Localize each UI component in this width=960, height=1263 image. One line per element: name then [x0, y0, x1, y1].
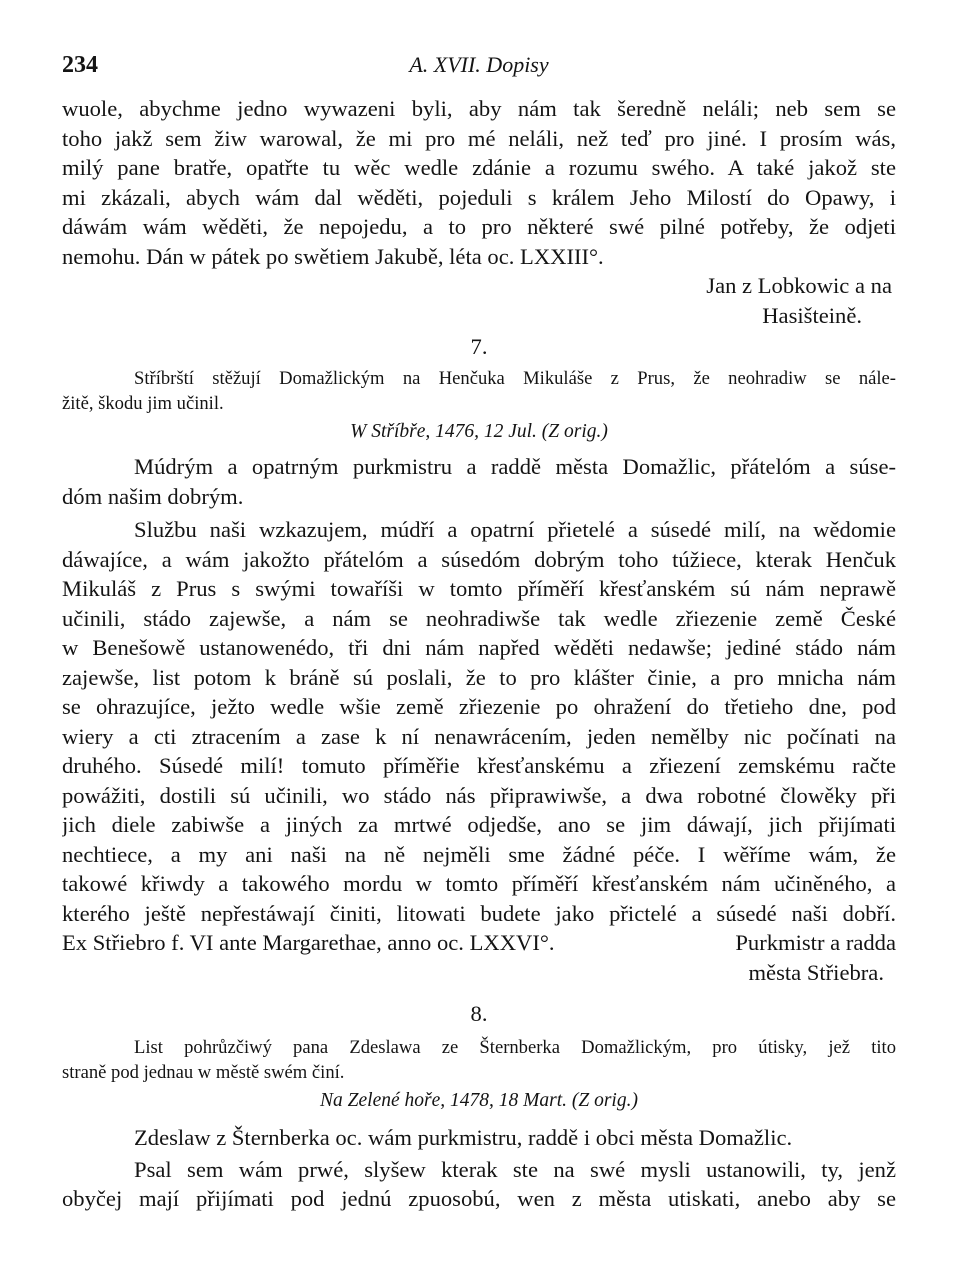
- letter-7-signature: města Střiebra.: [748, 959, 884, 985]
- letter-7-dating: W Stříbře, 1476, 12 Jul. (Z orig.): [350, 421, 608, 442]
- address-line: dóm našim dobrým.: [62, 483, 244, 509]
- running-head: A. XVII. Dopisy: [409, 52, 549, 77]
- text-line: dáwajíce, a wám jakožto přátelóm a súsedóm dobrým toho túžiece, kterak Henčuk: [62, 546, 896, 572]
- text-line: jich diele zabiwše a jiných za mrtwé odjedše, ano se jim dáwají, jich přijímati: [62, 812, 896, 837]
- letter-6-text: [62, 94, 896, 271]
- summary-line: Stříbrští stěžují Domažlickým na Henčuka Mikuláše z Prus, že neohradiw se nále-: [134, 368, 896, 389]
- text-line: kterého ještě nepřestáwají činiti, litowati budete jako přictelé a súsedé naši dobří.: [62, 900, 896, 926]
- section-number-8: 8.: [470, 1001, 488, 1026]
- letter-7-text: [62, 515, 896, 958]
- letter-6-signature: [62, 271, 896, 330]
- text-line: milý pane bratře, opatřte tu wěc wedle zdánie a rozumu swého. A také jakož ste: [62, 155, 896, 180]
- text-line: powážiti, dostili sú učinili, wo stádo nás připrawiwše, a dwa robotné člowěky při: [62, 782, 896, 808]
- address-line: Zdeslaw z Šternberka oc. wám purkmistru, raddě i obci města Domažlic.: [134, 1125, 793, 1150]
- page-number: 234: [62, 52, 98, 78]
- text-line: Psal sem wám prwé, slyšew kterak ste na swé mysli ustanowili, ty, jenž: [134, 1156, 896, 1182]
- summary-line: straně pod jednau w městě swém činí.: [62, 1062, 345, 1083]
- summary-line: List pohrůzčiwý pana Zdeslawa ze Šternberka Domažlickým, pro útisky, jež tito: [134, 1037, 896, 1058]
- page-header: [62, 52, 896, 86]
- signature-inline: Purkmistr a radda: [735, 930, 896, 955]
- text-line: Službu naši wzkazujem, múdří a opatrní přietelé a súsedé milí, na wědomie: [134, 517, 896, 542]
- text-line: dáwám wám wěděti, že nepojedu, a to pro některé swé pilné potřeby, že odjeti: [62, 214, 896, 239]
- text-line: Mikuláš z Prus s swými towaříši w tomto příměří křesťanském sú nám neprawě: [62, 576, 896, 601]
- text-line: nemohu. Dán w pátek po swětiem Jakubě, léta oc. LXXIII°.: [62, 243, 604, 269]
- text-line: druhého. Súsedé milí! tomuto příměřie křesťanskému a zřiezení zemskému račte: [62, 753, 896, 778]
- text-line: se ohrazujíce, ježto wedle wšie země zřiezenie po ohražení do třetieho dne, pod: [62, 694, 896, 719]
- address-line: Múdrým a opatrným purkmistru a raddě města Domažlic, přátelóm a súse-: [134, 454, 896, 479]
- text-line: w Benešowě ustanowenédo, tři dni nám napřed wěděti nedawše; jediné stádo nám: [62, 635, 896, 660]
- signature-line: Hasišteině.: [762, 302, 862, 328]
- text-line: [62, 928, 896, 958]
- text-line: nechtiece, a my ani naši na ně nejměli sme žádné péče. I wěříme wám, že: [62, 841, 896, 867]
- section-number-7: 7.: [470, 334, 488, 359]
- letter-8-dating: Na Zelené hoře, 1478, 18 Mart. (Z orig.): [320, 1090, 638, 1111]
- letter-8-summary: [62, 1035, 896, 1085]
- text-line: wuole, abychme jedno wywazeni byli, aby nám tak šeredně neláli; neb sem se: [62, 96, 896, 121]
- text-line: wiery a cti ztracením a zase k ní nenawrácením, jeden nemělby nic počínati na: [62, 723, 896, 749]
- signature-line: Jan z Lobkowic a na: [706, 273, 892, 298]
- letter-7-address: [62, 452, 896, 511]
- page-body: [62, 94, 896, 1214]
- letter-8-text: [62, 1155, 896, 1214]
- text-line: mi zkázali, abych wám dal wěděti, pojeduli s králem Jeho Milostí do Opawy, i: [62, 184, 896, 210]
- letter-8-address: [62, 1123, 896, 1153]
- text-line: učinili, stádo zajewše, a nám se neohradiwše tak wedle zřiezenie země České: [62, 605, 896, 631]
- text-line: zajewše, list potom k bráně sú poslali, že to pro klášter činie, a pro mnicha nám: [62, 664, 896, 690]
- summary-line: žitě, škodu jim učinil.: [62, 393, 224, 414]
- letter-7-summary: [62, 366, 896, 416]
- text-line: toho jakž sem žiw warowal, že mi pro mé neláli, než teď pro jiné. I prosím wás,: [62, 125, 896, 151]
- text-line: obyčej mají přijímati pod jednú zpuosobú, wen z města utiskati, anebo aby se: [62, 1186, 896, 1211]
- text-line: takowé křiwdy a takowého mordu w tomto příměří křesťanském nám učiněného, a: [62, 871, 896, 896]
- dating-text: Ex Střiebro f. VI ante Margarethae, anno oc. LXXVI°.: [62, 930, 555, 955]
